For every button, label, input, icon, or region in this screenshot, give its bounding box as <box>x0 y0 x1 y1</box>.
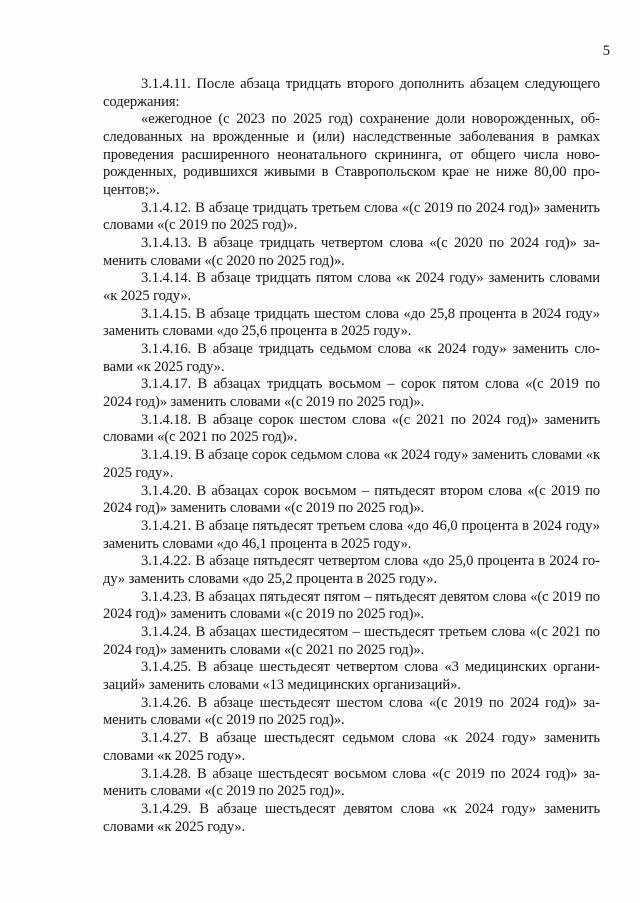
paragraph-3-1-4-17: 3.1.4.17. В абзацах тридцать восьмом – сорок пятом слова «(с 2019 по 2024 год)» заменить словами «(с 2019 по 2025 год)». <box>103 376 600 410</box>
paragraph-3-1-4-19: 3.1.4.19. В абзаце сорок седьмом слова «к 2024 году» заменить словами «к 2025 году». <box>103 447 600 481</box>
paragraph-3-1-4-16: 3.1.4.16. В абзаце тридцать седьмом слова «к 2024 году» заменить словами «к 2025 году». <box>103 341 600 375</box>
paragraph-3-1-4-20: 3.1.4.20. В абзацах сорок восьмом – пятьдесят втором слова «(с 2019 по 2024 год)» заменить словами «(с 2019 по 2025 год)». <box>103 482 600 517</box>
paragraph-3-1-4-29: 3.1.4.29. В абзаце шестьдесят девятом слова «к 2024 году» заменить словами «к 2025 году». <box>103 800 600 835</box>
paragraph-3-1-4-23: 3.1.4.23. В абзацах пятьдесят пятом – пятьдесят девятом слова «(с 2019 по 2024 год)» заменить словами «(с 2019 по 2025 год)». <box>103 588 600 623</box>
paragraph-3-1-4-28: 3.1.4.28. В абзаце шестьдесят восьмом слова «(с 2019 по 2024 год)» заменить словами «(с 2019 по 2025 год)». <box>103 765 600 800</box>
document-body <box>103 76 600 836</box>
paragraph-3-1-4-27: 3.1.4.27. В абзаце шестьдесят седьмом слова «к 2024 году» заменить словами «к 2025 году». <box>103 730 600 764</box>
paragraph-3-1-4-26: 3.1.4.26. В абзаце шестьдесят шестом слова «(с 2019 по 2024 год)» заменить словами «(с 2019 по 2025 год)». <box>103 694 600 729</box>
paragraph-3-1-4-18: 3.1.4.18. В абзаце сорок шестом слова «(с 2021 по 2024 год)» заменить словами «(с 2021 по 2025 год)». <box>103 411 600 446</box>
paragraph-3-1-4-13: 3.1.4.13. В абзаце тридцать четвертом слова «(с 2020 по 2024 год)» заменить словами «(с 2020 по 2025 год)». <box>103 234 600 269</box>
paragraph-3-1-4-25: 3.1.4.25. В абзаце шестьдесят четвертом слова «3 медицинских организаций» заменить словами «13 медицинских организаций». <box>103 659 600 693</box>
paragraph-3-1-4-15: 3.1.4.15. В абзаце тридцать шестом слова «до 25,8 процента в 2024 году» заменить словами «до 25,6 процента в 2025 году». <box>103 305 600 340</box>
paragraph-3-1-4-11: 3.1.4.11. После абзаца тридцать второго дополнить абзацем следующего содержания: <box>103 76 600 110</box>
paragraph-3-1-4-14: 3.1.4.14. В абзаце тридцать пятом слова «к 2024 году» заменить словами «к 2025 году». <box>103 270 600 304</box>
page-number: 5 <box>602 43 610 59</box>
paragraph-3-1-4-22: 3.1.4.22. В абзаце пятьдесят четвертом слова «до 25,0 процента в 2024 году» заменить словами «до 25,2 процента в 2025 году». <box>103 553 600 587</box>
paragraph-quoted-insert: «ежегодное (с 2023 по 2025 год) сохранение доли новорожденных, обследованных на врожденные и (или) наследственные заболевания в рамках проведения расширенного неонатального скрининга, от общего числа новорожденных, родившихся живыми в Ставропольском крае не ниже 80,00 процентов;». <box>103 111 600 198</box>
paragraph-3-1-4-12: 3.1.4.12. В абзаце тридцать третьем слова «(с 2019 по 2024 год)» заменить словами «(с 2019 по 2025 год)». <box>103 199 600 234</box>
paragraph-3-1-4-21: 3.1.4.21. В абзаце пятьдесят третьем слова «до 46,0 процента в 2024 году» заменить словами «до 46,1 процента в 2025 году». <box>103 517 600 552</box>
paragraph-3-1-4-24: 3.1.4.24. В абзацах шестидесятом – шестьдесят третьем слова «(с 2021 по 2024 год)» заменить словами «(с 2021 по 2025 год)». <box>103 624 600 658</box>
